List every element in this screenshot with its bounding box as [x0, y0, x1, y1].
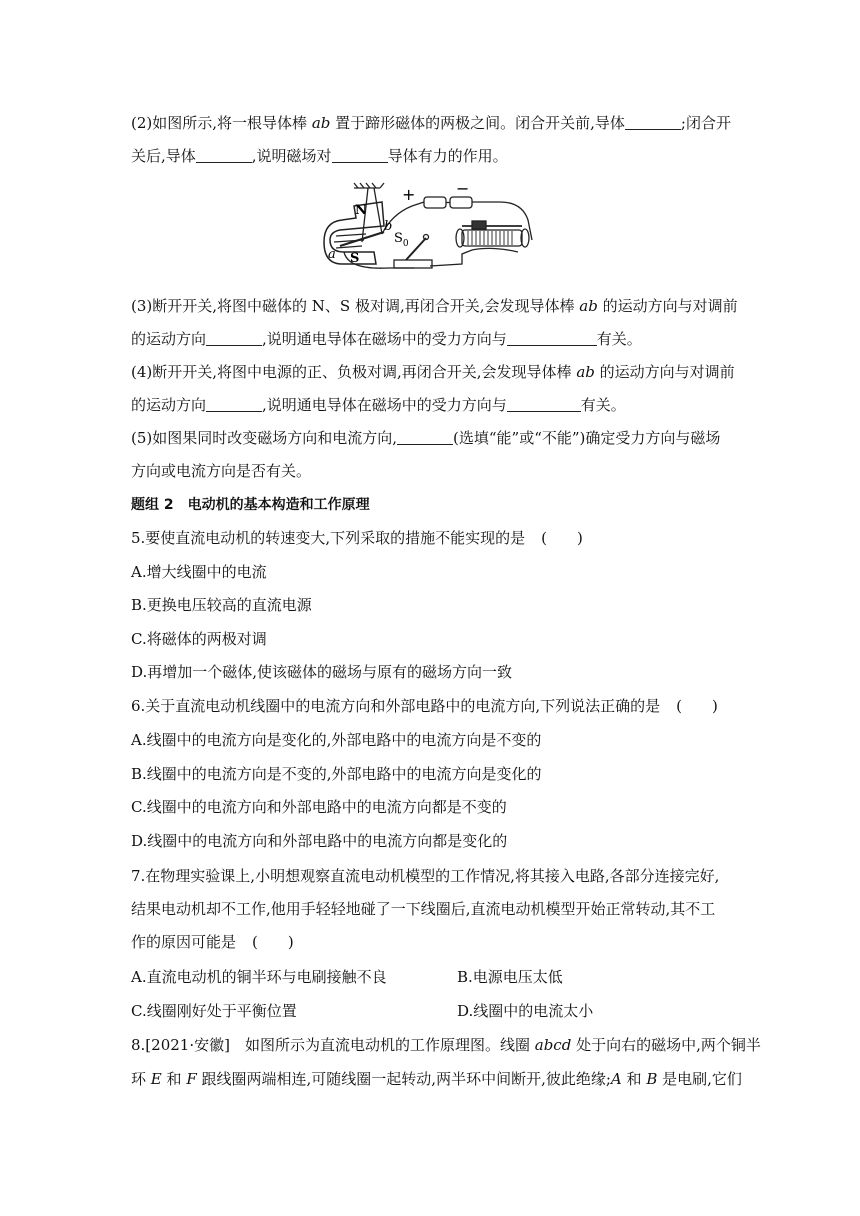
group2-heading: 题组 2 电动机的基本构造和工作原理: [131, 497, 370, 513]
q7-stem-line1: 7.在物理实验课上,小明想观察直流电动机模型的工作情况,将其接入电路,各部分连接完好,: [131, 867, 720, 885]
q4-part4-text: 的运动方向: [131, 396, 207, 414]
magnet-south-label: S: [350, 251, 360, 266]
switch-label: $S_0$: [394, 231, 409, 249]
q4-part3-text: (3)断开开关,将图中磁体的 N、S 极对调,再闭合开关,会发现导体棒: [131, 297, 575, 315]
q4-part3-line2: [131, 329, 642, 349]
q4-part2-line1: [131, 113, 731, 133]
q4-part3-text: 的运动方向: [131, 330, 207, 348]
rheostat-end: [456, 229, 464, 247]
q4-part5-text: (选填“能”或“不能”)确定受力方向与磁场: [453, 429, 721, 447]
q5-option-c: C.将磁体的两极对调: [131, 630, 267, 648]
rheostat-slider: [472, 221, 486, 229]
q8-stem-text: 环: [131, 1070, 147, 1088]
q6-option-b: B.线圈中的电流方向是不变的,外部电路中的电流方向是变化的: [131, 765, 542, 783]
answer-blank[interactable]: [332, 148, 388, 163]
answer-paren[interactable]: ( ): [541, 529, 583, 547]
q6-stem-text: 6.关于直流电动机线圈中的电流方向和外部电路中的电流方向,下列说法正确的是: [131, 697, 661, 715]
magnet-north-label: N: [355, 203, 367, 218]
q4-part2-text: ,说明磁场对: [251, 147, 332, 165]
answer-blank[interactable]: [507, 397, 581, 412]
answer-blank[interactable]: [507, 331, 597, 346]
q7-stem-line2: 结果电动机却不工作,他用手轻轻地碰了一下线圈后,直流电动机模型开始正常转动,其不工: [131, 900, 716, 918]
q8-stem-text: 跟线圈两端相连,可随线圈一起转动,两半环中间断开,彼此绝缘;: [201, 1070, 611, 1088]
conductor-ab-label: ab: [311, 114, 331, 132]
q4-part2-text: 导体有力的作用。: [387, 147, 508, 165]
battery-cell: [424, 197, 446, 208]
q5-option-b: B.更换电压较高的直流电源: [131, 596, 312, 614]
q4-part4-line1: [131, 362, 735, 382]
q4-part5-line2: [131, 461, 311, 481]
brush-b-label: B: [646, 1070, 658, 1088]
q5-option-a: A.增大线圈中的电流: [131, 563, 267, 581]
q4-part2-text: 置于蹄形磁体的两极之间。闭合开关前,导体: [335, 114, 625, 132]
answer-blank[interactable]: [196, 148, 252, 163]
switch-lever: [406, 238, 426, 260]
q5-stem: [131, 528, 583, 548]
q4-part4-text: 的运动方向与对调前: [599, 363, 735, 381]
q8-stem-text: 和: [626, 1070, 642, 1088]
q4-part2-text: 关后,导体: [131, 147, 196, 165]
battery-positive-label: +: [402, 185, 416, 204]
q4-part4-text: ,说明通电导体在磁场中的受力方向与: [262, 396, 507, 414]
q4-part2-text: ;闭合开: [680, 114, 731, 132]
conductor-ab-label: ab: [579, 297, 598, 315]
q4-part3-line1: [131, 296, 738, 316]
battery-negative-label: −: [456, 180, 470, 198]
q7-stem-line3: [131, 932, 294, 952]
answer-blank[interactable]: [206, 397, 262, 412]
q4-part5-text: (5)如图果同时改变磁场方向和电流方向,: [131, 429, 398, 447]
answer-paren[interactable]: ( ): [252, 933, 294, 951]
q7-option-c: C.线圈刚好处于平衡位置: [131, 1002, 297, 1020]
q4-part4-text: (4)断开开关,将图中电源的正、负极对调,再闭合开关,会发现导体棒: [131, 363, 572, 381]
wire: [430, 248, 518, 266]
q4-part5-line1: [131, 428, 720, 448]
conductor-ab-label: ab: [576, 363, 595, 381]
brush-a-label: A: [610, 1070, 622, 1088]
switch-base: [394, 260, 432, 268]
q8-stem-text: 是电刷,它们: [662, 1070, 742, 1088]
q4-part5-text: 方向或电流方向是否有关。: [131, 462, 312, 480]
q7-option-a: A.直流电动机的铜半环与电刷接触不良: [131, 968, 387, 986]
half-ring-f-label: F: [186, 1070, 197, 1088]
q4-part3-text: 的运动方向与对调前: [602, 297, 738, 315]
q8-stem-line2: [131, 1069, 742, 1089]
q6-option-d: D.线圈中的电流方向和外部电路中的电流方向都是变化的: [131, 832, 508, 850]
q5-option-d: D.再增加一个磁体,使该磁体的磁场与原有的磁场方向一致: [131, 663, 513, 681]
q4-part4-text: 有关。: [580, 396, 626, 414]
q6-option-c: C.线圈中的电流方向和外部电路中的电流方向都是不变的: [131, 798, 507, 816]
q6-stem: [131, 696, 718, 716]
q4-part3-text: 有关。: [596, 330, 642, 348]
q4-part4-line2: [131, 395, 626, 415]
q4-part2-text: (2)如图所示,将一根导体棒: [131, 114, 308, 132]
answer-blank[interactable]: [397, 430, 453, 445]
q7-option-b: B.电源电压太低: [457, 968, 563, 986]
coil-abcd-label: abcd: [534, 1036, 572, 1054]
half-ring-e-label: E: [150, 1070, 162, 1088]
answer-blank[interactable]: [625, 115, 681, 130]
q7-stem-text: 作的原因可能是: [131, 933, 237, 951]
answer-paren[interactable]: ( ): [676, 697, 718, 715]
battery-cell: [450, 197, 472, 208]
q8-stem-line1: [131, 1035, 761, 1055]
answer-blank[interactable]: [206, 331, 262, 346]
circuit-figure: [322, 180, 540, 275]
conductor-end-a-label: a: [328, 247, 336, 262]
q6-option-a: A.线圈中的电流方向是变化的,外部电路中的电流方向是不变的: [131, 731, 542, 749]
q8-stem-text: 处于向右的磁场中,两个铜半: [576, 1036, 761, 1054]
q8-stem-text: 和: [166, 1070, 182, 1088]
q4-part3-text: ,说明通电导体在磁场中的受力方向与: [262, 330, 507, 348]
q4-part2-line2: [131, 146, 508, 166]
q5-stem-text: 5.要使直流电动机的转速变大,下列采取的措施不能实现的是: [131, 529, 526, 547]
q8-stem-text: 8.[2021·安徽] 如图所示为直流电动机的工作原理图。线圈: [131, 1036, 530, 1054]
conductor-end-b-label: b: [384, 219, 393, 234]
q7-option-d: D.线圈中的电流太小: [457, 1002, 594, 1020]
